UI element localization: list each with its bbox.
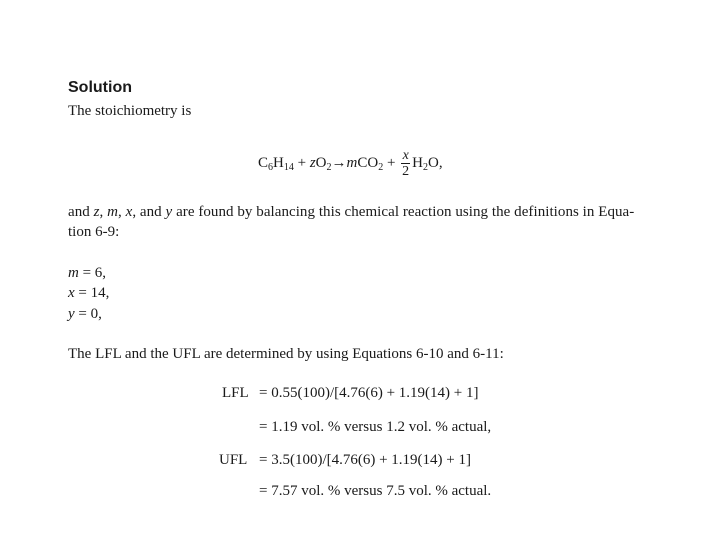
oxygen-formula: $O_2$ xyxy=(315,154,332,173)
ufl-result: = 7.57 vol. % versus 7.5 vol. % actual. xyxy=(259,483,492,499)
value-m: m = 6, xyxy=(68,265,107,281)
stoichiometry-intro: The stoichiometry is xyxy=(68,103,192,119)
plus-sign-2: + xyxy=(386,154,396,171)
coeff-m: m xyxy=(346,154,358,171)
value-y: y = 0, xyxy=(68,306,102,322)
lfl-expression: = 0.55(100)/[4.76(6) + 1.19(14) + 1] xyxy=(259,385,479,401)
lfl-label: LFL xyxy=(222,385,249,401)
lfl-ufl-intro: The LFL and the UFL are determined by using Equations 6-10 and 6-11: xyxy=(68,346,504,362)
coeff-z: z xyxy=(309,154,316,171)
water-formula: $H_2O$, xyxy=(412,154,443,173)
fraction-numerator: x xyxy=(402,148,409,163)
solution-heading: Solution xyxy=(68,79,132,96)
reaction-equation xyxy=(258,148,443,179)
fraction-denominator: 2 xyxy=(402,164,410,179)
balancing-paragraph-line1: and z, m, x, and y are found by balancing this chemical reaction using the definitions in Equa- xyxy=(68,204,635,220)
fraction-x-over-2 xyxy=(401,148,410,179)
balancing-paragraph-line2: tion 6-9: xyxy=(68,224,120,240)
reaction-arrow: → xyxy=(331,154,347,171)
co2-formula: $CO_2$ xyxy=(357,154,384,173)
plus-sign: + xyxy=(297,154,307,171)
ufl-label: UFL xyxy=(219,452,248,468)
ufl-expression: = 3.5(100)/[4.76(6) + 1.19(14) + 1] xyxy=(259,452,472,468)
hexane-formula: $C_6H_{14}$ xyxy=(258,154,294,173)
value-x: x = 14, xyxy=(68,285,110,301)
lfl-result: = 1.19 vol. % versus 1.2 vol. % actual, xyxy=(259,419,492,435)
